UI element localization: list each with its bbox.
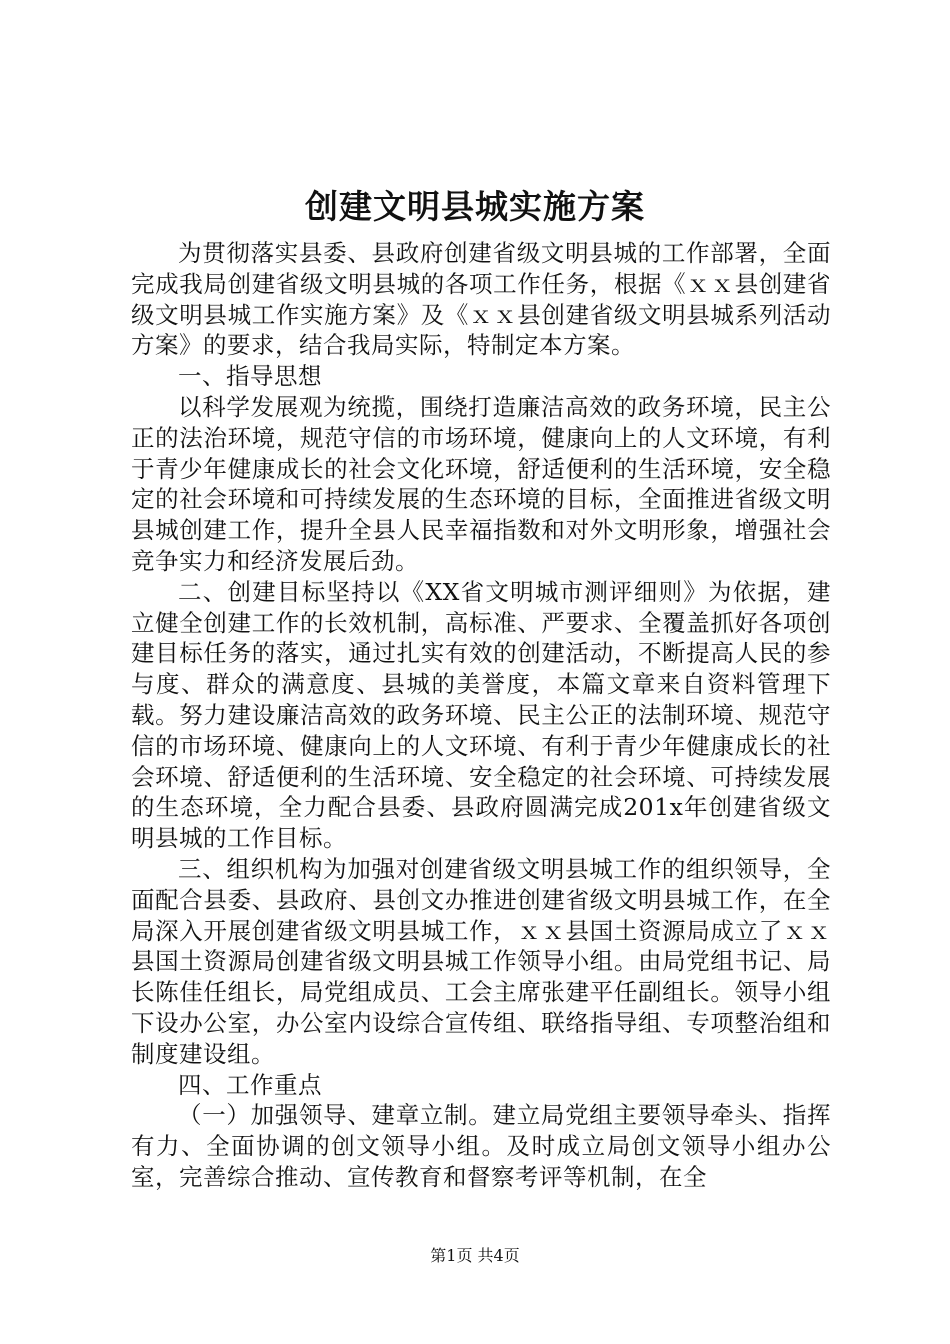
paragraph-creation-goals: 二、创建目标坚持以《XX省文明城市测评细则》为依据，建立健全创建工作的长效机制，高标准、严要求、全覆盖抓好各项创建目标任务的落实，通过扎实有效的创建活动，不断提高人民的参与度、群众的满意度、县城的美誉度，本篇文章来自资料管理下载。努力建设廉洁高效的政务环境、民主公正的法制环境、规范守信的市场环境、健康向上的人文环境、有利于青少年健康成长的社会环境、舒适便利的生活环境、安全稳定的社会环境、可持续发展的生态环境，全力配合县委、县政府圆满完成201x年创建省级文明县城的工作目标。 [131,577,831,853]
document-title: 创建文明县城实施方案 [305,187,645,226]
document-body [131,238,831,1193]
page-number: 第1页 共4页 [430,1246,520,1265]
heading-guiding-ideology: 一、指导思想 [178,362,322,391]
paragraph-intro: 为贯彻落实县委、县政府创建省级文明县城的工作部署，全面完成我局创建省级文明县城的各项工作任务，根据《ｘｘ县创建省级文明县城工作实施方案》及《ｘｘ县创建省级文明县城系列活动方案》的要求，结合我局实际，特制定本方案。 [131,239,831,360]
paragraph-guiding-ideology: 以科学发展观为统揽，围绕打造廉洁高效的政务环境，民主公正的法治环境，规范守信的市场环境，健康向上的人文环境，有利于青少年健康成长的社会文化环境，舒适便利的生活环境，安全稳定的社会环境和可持续发展的生态环境的目标，全面推进省级文明县城创建工作，提升全县人民幸福指数和对外文明形象，增强社会竞争实力和经济发展后劲。 [131,392,831,575]
paragraph-organization: 三、组织机构为加强对创建省级文明县城工作的组织领导，全面配合县委、县政府、县创文办推进创建省级文明县城工作，在全局深入开展创建省级文明县城工作，ｘｘ县国土资源局成立了ｘｘ县国土资源局创建省级文明县城工作领导小组。由局党组书记、局长陈佳任组长，局党组成员、工会主席张建平任副组长。领导小组下设办公室，办公室内设综合宣传组、联络指导组、专项整治组和制度建设组。 [131,854,831,1068]
heading-work-focus: 四、工作重点 [178,1070,322,1099]
paragraph-leadership: （一）加强领导、建章立制。建立局党组主要领导牵头、指挥有力、全面协调的创文领导小组。及时成立局创文领导小组办公室，完善综合推动、宣传教育和督察考评等机制，在全 [131,1101,831,1191]
